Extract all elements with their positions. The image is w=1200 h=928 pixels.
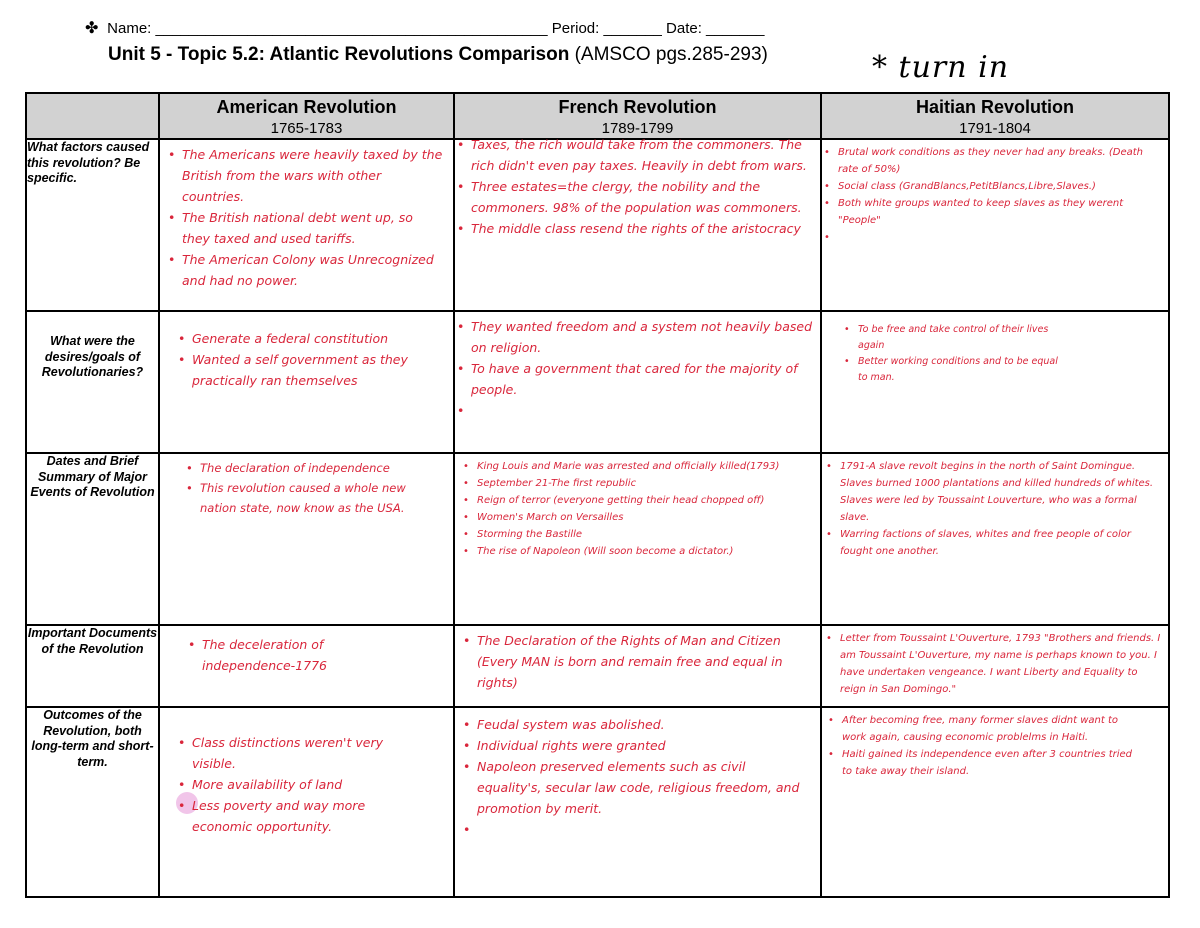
cell-american-documents <box>159 625 454 707</box>
column-title: French Revolution <box>558 97 717 117</box>
row-documents <box>26 625 1169 707</box>
list-item: • Warring factions of slaves, whites and free people of color fought one another. <box>824 526 1166 560</box>
grammarly-icon: ✤ <box>85 20 99 37</box>
question-causes: What factors caused this revolution? Be specific. <box>26 139 159 311</box>
list-item: • Haiti gained its independence even after 3 countries tried to take away their island. <box>826 746 1138 780</box>
list-item: • The deceleration of independence-1776 <box>186 634 373 676</box>
handwritten-turn-in-note: * turn in <box>872 50 1010 85</box>
cell-american-causes <box>159 139 454 311</box>
list-item: • Napoleon preserved elements such as civil equality's, secular law code, religious freedom, and promotion by merit. <box>461 756 800 819</box>
list-item: • Reign of terror (everyone getting their head chopped off) <box>461 492 814 509</box>
answer-list <box>455 316 814 400</box>
list-item: • Both white groups wanted to keep slaves as they werent "People" <box>822 195 1166 229</box>
list-item: • Better working conditions and to be equal to man. <box>842 354 1058 386</box>
list-item: • To have a government that cared for the majority of people. <box>455 358 814 400</box>
answer-list <box>455 134 816 239</box>
list-item: • September 21-The first republic <box>461 475 814 492</box>
column-header-american <box>159 93 454 139</box>
question-events: Dates and Brief Summary of Major Events of Revolution <box>26 453 159 625</box>
cell-french-documents <box>454 625 821 707</box>
answer-list <box>186 634 373 676</box>
cell-content <box>160 708 453 837</box>
page-title <box>108 44 768 66</box>
answer-list <box>176 732 413 837</box>
column-years: 1791-1804 <box>959 120 1031 137</box>
cell-haitian-documents <box>821 625 1169 707</box>
row-outcomes <box>26 707 1169 897</box>
list-item: • 1791-A slave revolt begins in the north of Saint Domingue. Slaves burned 1000 plantations and killed hundreds of whites. Slaves were led by Toussaint Louverture, who was a formal slave. <box>824 458 1166 526</box>
list-item: • Feudal system was abolished. <box>461 714 800 735</box>
column-header-haitian <box>821 93 1169 139</box>
column-years: 1765-1783 <box>270 120 343 137</box>
list-item: • The Americans were heavily taxed by the British from the wars with other countries. <box>166 144 443 207</box>
answer-list <box>461 458 814 560</box>
list-item: • This revolution caused a whole new nation state, now know as the USA. <box>184 478 437 518</box>
cell-american-outcomes <box>159 707 454 897</box>
list-item: • Wanted a self government as they practically ran themselves <box>176 349 433 391</box>
list-item: • King Louis and Marie was arrested and officially killed(1793) <box>461 458 814 475</box>
list-item: • They wanted freedom and a system not heavily based on religion. <box>455 316 814 358</box>
question-goals: What were the desires/goals of Revolutionaries? <box>26 311 159 453</box>
list-item: • The American Colony was Unrecognized and had no power. <box>166 249 443 291</box>
cell-american-events <box>159 453 454 625</box>
header-corner-cell <box>26 93 159 139</box>
column-years: 1789-1799 <box>601 120 674 137</box>
answer-list <box>166 144 443 291</box>
cell-french-events <box>454 453 821 625</box>
list-item: • The declaration of independence <box>184 458 437 478</box>
column-header-french <box>454 93 821 139</box>
name-period-date-line <box>85 18 764 38</box>
list-item: • Class distinctions weren't very visible. <box>176 732 413 774</box>
cell-haitian-goals <box>821 311 1169 453</box>
list-item: • Taxes, the rich would take from the commoners. The rich didn't even pay taxes. Heavily in debt from wars. <box>455 134 816 176</box>
row-events <box>26 453 1169 625</box>
list-item: • Women's March on Versailles <box>461 509 814 526</box>
list-item: • Social class (GrandBlancs,PetitBlancs,Libre,Slaves.) <box>822 178 1166 195</box>
cell-haitian-outcomes <box>821 707 1169 897</box>
list-item: • The British national debt went up, so they taxed and used tariffs. <box>166 207 443 249</box>
list-item: • To be free and take control of their lives again <box>842 322 1058 354</box>
list-item: • Individual rights were granted <box>461 735 800 756</box>
answer-list <box>824 458 1166 560</box>
list-item: • More availability of land <box>176 774 413 795</box>
answer-list <box>184 458 437 518</box>
list-item: • The Declaration of the Rights of Man and Citizen (Every MAN is born and remain free and equal in rights) <box>461 630 814 693</box>
header-line-text: Name: _______________________________________________ Period: _______ Date: _______ <box>107 20 765 37</box>
list-item: • Letter from Toussaint L'Ouverture, 1793 "Brothers and friends. I am Toussaint L'Ouverture, my name is perhaps known to you. I have undertaken vengeance. I want Liberty and Equality to reign in San Domingo." <box>824 630 1166 698</box>
answer-list <box>822 144 1166 229</box>
row-causes <box>26 139 1169 311</box>
answer-list <box>824 630 1166 698</box>
list-item: • Storming the Bastille <box>461 526 814 543</box>
answer-list <box>461 714 800 819</box>
list-item: • Brutal work conditions as they never had any breaks. (Death rate of 50%) <box>822 144 1166 178</box>
page-title-pages: (AMSCO pgs.285-293) <box>569 44 768 65</box>
answer-list <box>826 712 1138 780</box>
page-title-bold: Unit 5 - Topic 5.2: Atlantic Revolutions Comparison <box>108 44 570 65</box>
list-item: • The middle class resend the rights of the aristocracy <box>455 218 816 239</box>
list-item: • Generate a federal constitution <box>176 328 433 349</box>
row-goals <box>26 311 1169 453</box>
cell-french-goals <box>454 311 821 453</box>
column-title: American Revolution <box>216 97 397 117</box>
answer-list <box>461 630 814 693</box>
list-item: • The rise of Napoleon (Will soon become a dictator.) <box>461 543 814 560</box>
question-documents: Important Documents of the Revolution <box>26 625 159 707</box>
cell-french-causes <box>454 139 821 311</box>
cell-haitian-causes <box>821 139 1169 311</box>
cell-haitian-events <box>821 453 1169 625</box>
comparison-table <box>25 92 1170 898</box>
cell-american-goals <box>159 311 454 453</box>
list-item: • Three estates=the clergy, the nobility and the commoners. 98% of the population was commoners. <box>455 176 816 218</box>
list-item: • After becoming free, many former slaves didnt want to work again, causing economic problelms in Haiti. <box>826 712 1138 746</box>
column-title: Haitian Revolution <box>915 97 1074 117</box>
question-outcomes: Outcomes of the Revolution, both long-term and short-term. <box>26 707 159 897</box>
list-item: • Less poverty and way more economic opportunity. <box>176 795 413 837</box>
answer-list <box>842 322 1058 386</box>
cell-french-outcomes <box>454 707 821 897</box>
cell-content <box>160 454 453 518</box>
answer-list <box>176 328 433 391</box>
